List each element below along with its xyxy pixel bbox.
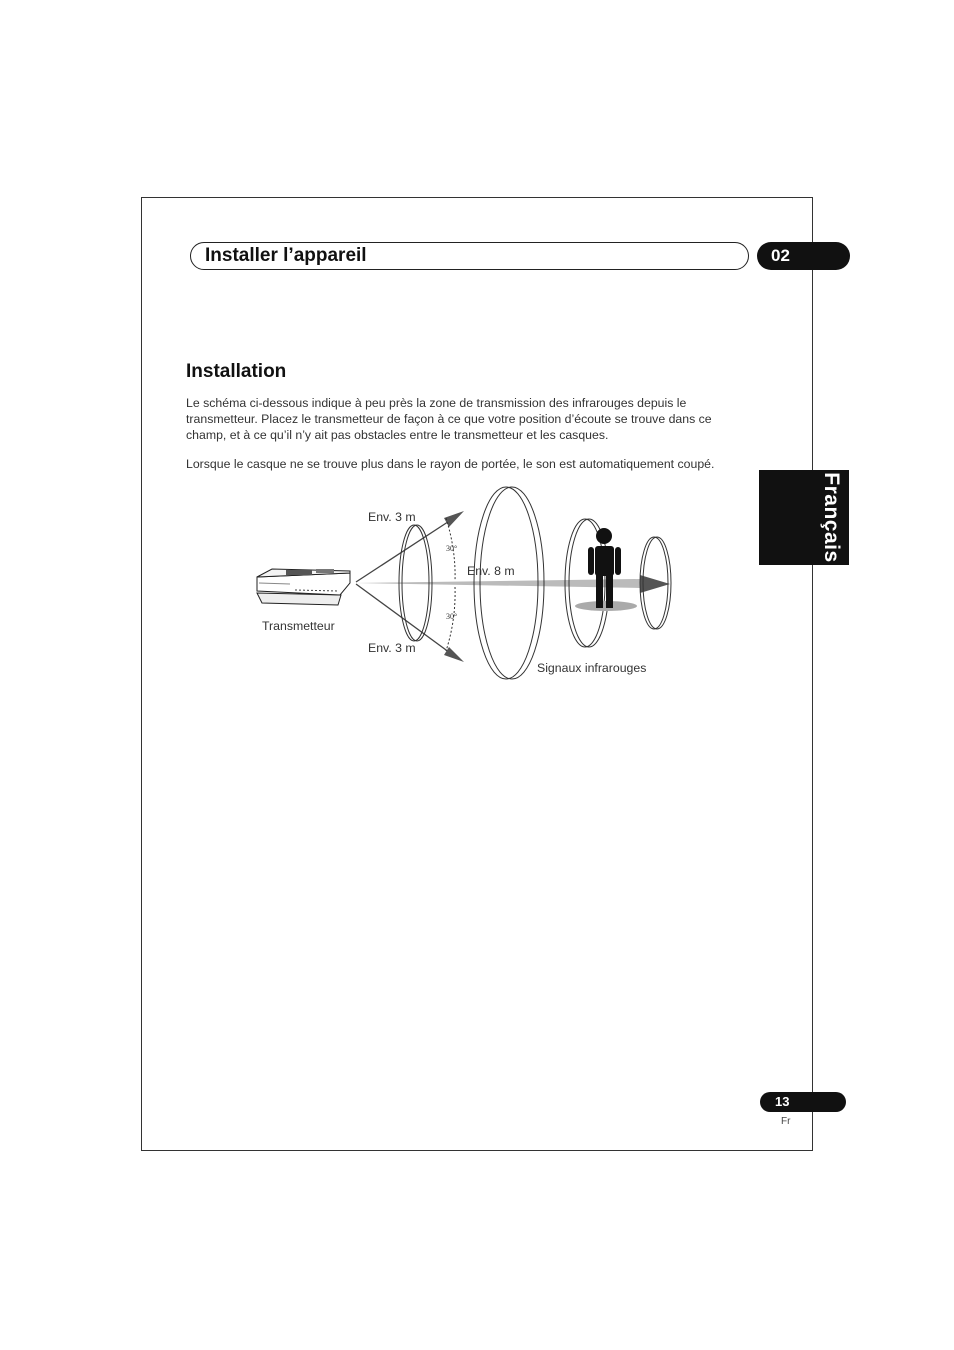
page-number-badge: 13 (760, 1092, 846, 1112)
language-tab (759, 470, 849, 565)
beam-arrow-bottom (444, 647, 464, 662)
diagram-graphic (250, 485, 680, 685)
chapter-header (190, 242, 749, 270)
language-tab-label: Français (820, 472, 843, 563)
beam-arrow-top (444, 511, 464, 527)
chapter-title: Installer l’appareil (205, 245, 367, 266)
paragraph-2: Lorsque le casque ne se trouve plus dans le rayon de portée, le son est automatiquement coupé. (186, 457, 715, 471)
angle-label-top: 30° (446, 544, 458, 553)
page-language-code: Fr (781, 1116, 791, 1127)
label-transmitter: Transmetteur (262, 619, 335, 633)
label-range-top: Env. 3 m (368, 510, 416, 524)
angle-label-bottom: 30° (446, 612, 458, 621)
transmitter-device (257, 569, 350, 605)
label-range-bottom: Env. 3 m (368, 641, 416, 655)
beam-edges (356, 516, 457, 658)
section-title: Installation (186, 361, 287, 382)
chapter-number-badge: 02 (757, 242, 850, 270)
infrared-range-diagram (250, 485, 680, 685)
listener-figure (575, 528, 637, 611)
label-infrared-signals: Signaux infrarouges (537, 661, 647, 675)
paragraph-1: Le schéma ci-dessous indique à peu près la zone de transmission des infrarouges depuis le transmetteur. Placez le transmetteur de façon à ce que votre position d’écoute se trouve dans ce champ, et à ce qu’il n’y ait pas obstacles entre le transmetteur et les casques. (186, 396, 712, 443)
label-range-center: Env. 8 m (467, 564, 515, 578)
